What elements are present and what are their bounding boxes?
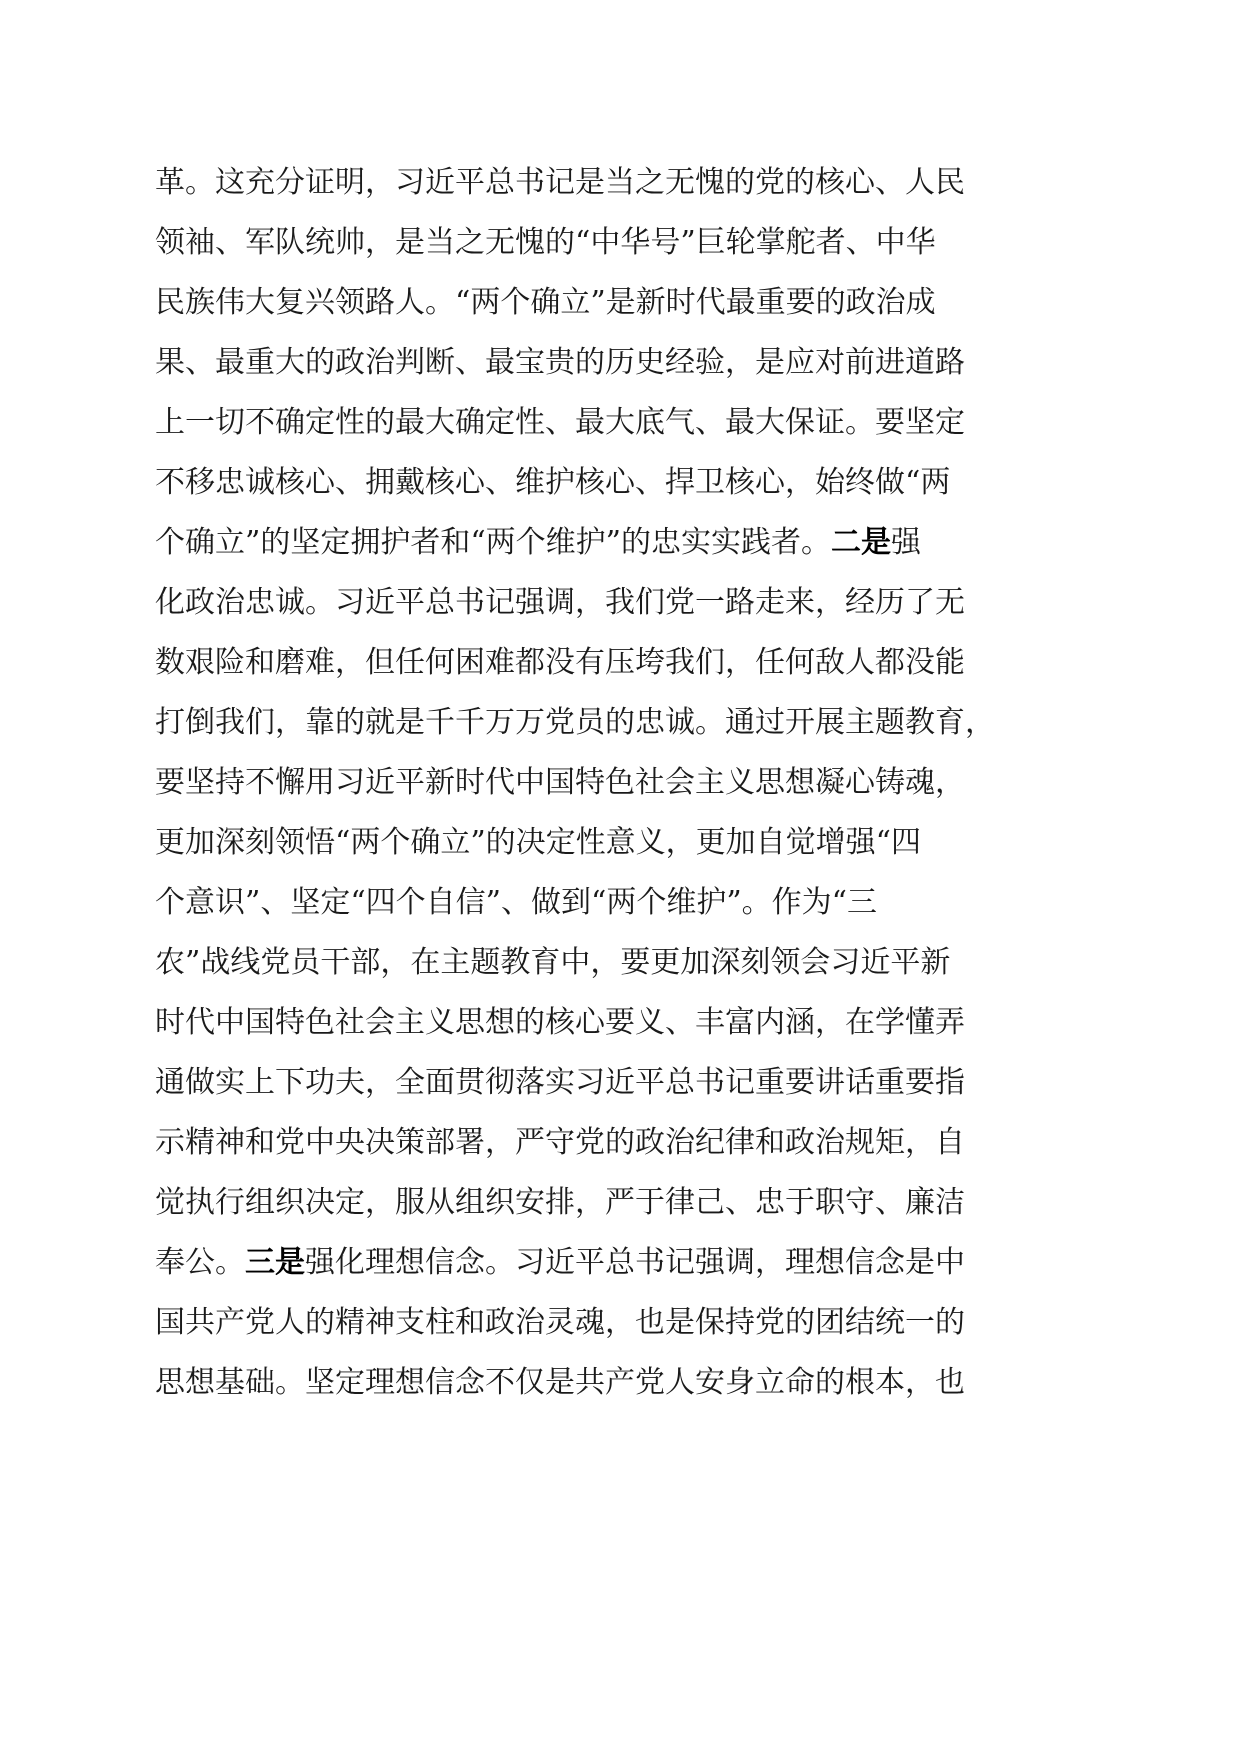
text-line-8: 化政治忠诚。习近平总书记强调，我们党一路走来，经历了无 (155, 585, 965, 620)
text-line-2: 领袖、军队统帅，是当之无愧的“中华号”巨轮掌舵者、中华 (155, 225, 936, 260)
bold-marker-san-shi: 三是 (245, 1245, 305, 1280)
text-line-15: 时代中国特色社会主义思想的核心要义、丰富内涵，在学懂弄 (155, 1005, 965, 1040)
line-7-text-after: 强 (891, 525, 922, 560)
text-line-17: 示精神和党中央决策部署，严守党的政治纪律和政治规矩，自 (155, 1125, 965, 1160)
text-line-7 (155, 523, 921, 563)
text-line-18: 觉执行组织决定，服从组织安排，严于律己、忠于职守、廉洁 (155, 1185, 965, 1220)
line-19-text-after: 强化理想信念。习近平总书记强调，理想信念是中 (305, 1245, 965, 1280)
text-line-13: 个意识”、坚定“四个自信”、做到“两个维护”。作为“三 (155, 885, 878, 920)
text-line-21: 思想基础。坚定理想信念不仅是共产党人安身立命的根本，也 (155, 1365, 965, 1400)
line-19-text-before: 奉公。 (155, 1245, 245, 1280)
text-line-4: 果、最重大的政治判断、最宝贵的历史经验，是应对前进道路 (155, 345, 965, 380)
text-line-3: 民族伟大复兴领路人。“两个确立”是新时代最重要的政治成 (155, 285, 936, 320)
text-line-11: 要坚持不懈用习近平新时代中国特色社会主义思想凝心铸魂， (155, 765, 965, 800)
text-line-5: 上一切不确定性的最大确定性、最大底气、最大保证。要坚定 (155, 405, 965, 440)
text-line-6: 不移忠诚核心、拥戴核心、维护核心、捍卫核心，始终做“两 (155, 465, 951, 500)
text-line-19 (155, 1243, 965, 1283)
text-line-20: 国共产党人的精神支柱和政治灵魂，也是保持党的团结统一的 (155, 1305, 965, 1340)
text-line-1: 革。这充分证明，习近平总书记是当之无愧的党的核心、人民 (155, 165, 965, 200)
text-line-9: 数艰险和磨难，但任何困难都没有压垮我们，任何敌人都没能 (155, 645, 965, 680)
line-7-text-before: 个确立”的坚定拥护者和“两个维护”的忠实实践者。 (155, 525, 832, 560)
text-line-16: 通做实上下功夫，全面贯彻落实习近平总书记重要讲话重要指 (155, 1065, 965, 1100)
text-line-12: 更加深刻领悟“两个确立”的决定性意义，更加自觉增强“四 (155, 825, 922, 860)
text-line-10: 打倒我们，靠的就是千千万万党员的忠诚。通过开展主题教育， (155, 705, 995, 740)
text-line-14: 农”战线党员干部，在主题教育中，要更加深刻领会习近平新 (155, 945, 951, 980)
bold-marker-er-shi: 二是 (831, 525, 892, 560)
